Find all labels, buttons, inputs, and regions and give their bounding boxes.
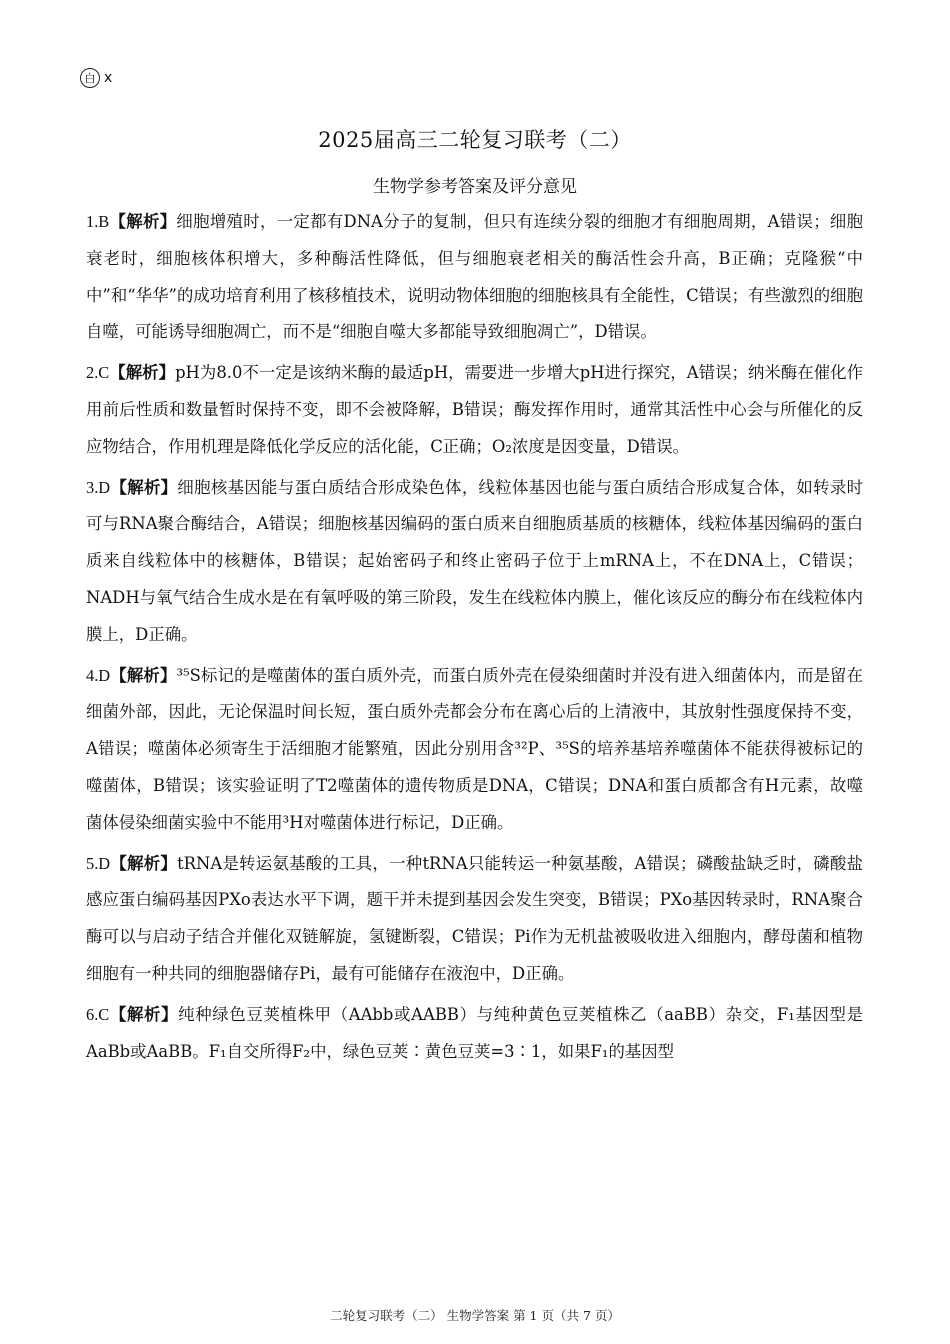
- answer-item: [86, 355, 863, 465]
- answer-tag: 【解析】: [109, 1004, 179, 1024]
- answer-text: 纯种绿色豆荚植株甲（AAbb或AABB）与纯种黄色豆荚植株乙（aaBB）杂交，F₁基因型是AaBb或AaBB。F₁自交所得F₂中，绿色豆荚∶黄色豆荚=3∶1，如果F₁的基因型: [86, 1004, 864, 1061]
- answer-text: ³⁵S标记的是噬菌体的蛋白质外壳，而蛋白质外壳在侵染细菌时并没有进入细菌体内，而是留在细菌外部，因此，无论保温时间长短，蛋白质外壳都会分布在离心后的上清液中，其放射性强度保持不变，A错误；噬菌体必须寄生于活细胞才能繁殖，因此分别用含³²P、³⁵S的培养基培养噬菌体不能获得被标记的噬菌体，B错误；该实验证明了T2噬菌体的遗传物质是DNA，C错误；DNA和蛋白质都含有H元素，故噬菌体侵染细菌实验中不能用³H对噬菌体进行标记，D正确。: [86, 665, 863, 832]
- page-subtitle: 生物学参考答案及评分意见: [373, 177, 577, 197]
- answer-number: 2.C: [86, 363, 110, 383]
- answer-text: pH为8.0不一定是该纳米酶的最适pH，需要进一步增大pH进行探究，A错误；纳米酶在催化作用前后性质和数量暂时保持不变，即不会被降解，B错误；酶发挥作用时，通常其活性中心会与所催化的反应物结合，作用机理是降低化学反应的活化能，C正确；O₂浓度是因变量，D错误。: [86, 363, 864, 456]
- answer-item: [86, 997, 863, 1071]
- answer-number: 3.D: [86, 477, 111, 497]
- circle-char-icon: 白: [80, 68, 100, 88]
- answer-number: 5.D: [86, 853, 111, 873]
- corner-mark: [80, 68, 112, 88]
- page-footer: 二轮复习联考（二） 生物学答案 第 1 页（共 7 页）: [330, 1308, 620, 1323]
- answer-item: [86, 658, 863, 842]
- answer-item: [86, 470, 863, 654]
- answer-number: 6.C: [86, 1004, 110, 1024]
- answer-item: [86, 204, 863, 351]
- answer-item: [86, 846, 863, 993]
- corner-x: x: [104, 70, 113, 86]
- answer-tag: 【解析】: [110, 665, 177, 685]
- answer-list: [86, 204, 863, 1074]
- answer-tag: 【解析】: [110, 853, 178, 873]
- page-title: 2025届高三二轮复习联考（二）: [318, 128, 632, 152]
- answer-text: 细胞核基因能与蛋白质结合形成染色体，线粒体基因也能与蛋白质结合形成复合体，如转录时可与RNA聚合酶结合，A错误；细胞核基因编码的蛋白质来自细胞质基质的核糖体，线粒体基因编码的蛋白质来自线粒体中的核糖体，B错误；起始密码子和终止密码子位于上mRNA上，不在DNA上，C错误；NADH与氧气结合生成水是在有氧呼吸的第三阶段，发生在线粒体内膜上，催化该反应的酶分布在线粒体内膜上，D正确。: [86, 477, 864, 644]
- answer-number: 1.B: [86, 212, 110, 231]
- answer-tag: 【解析】: [110, 477, 178, 497]
- answer-tag: 【解析】: [109, 212, 177, 231]
- answer-text: tRNA是转运氨基酸的工具，一种tRNA只能转运一种氨基酸，A错误；磷酸盐缺乏时，磷酸盐感应蛋白编码基因PXo表达水平下调，题干并未提到基因会发生突变，B错误；PXo基因转录时，RNA聚合酶可以与启动子结合并催化双链解旋，氢键断裂，C错误；Pi作为无机盐被吸收进入细胞内，酵母菌和植物细胞有一种共同的细胞器储存Pi，最有可能储存在液泡中，D正确。: [86, 853, 863, 983]
- answer-text: 细胞增殖时，一定都有DNA分子的复制，但只有连续分裂的细胞才有细胞周期，A错误；细胞衰老时，细胞核体积增大，多种酶活性降低，但与细胞衰老相关的酶活性会升高，B正确；克隆猴“中中”和“华华”的成功培育利用了核移植技术，说明动物体细胞的细胞核具有全能性，C错误；有些激烈的细胞自噬，可能诱导细胞凋亡，而不是“细胞自噬大多都能导致细胞凋亡”，D错误。: [86, 212, 864, 342]
- answer-tag: 【解析】: [109, 363, 176, 383]
- answer-number: 4.D: [86, 665, 111, 685]
